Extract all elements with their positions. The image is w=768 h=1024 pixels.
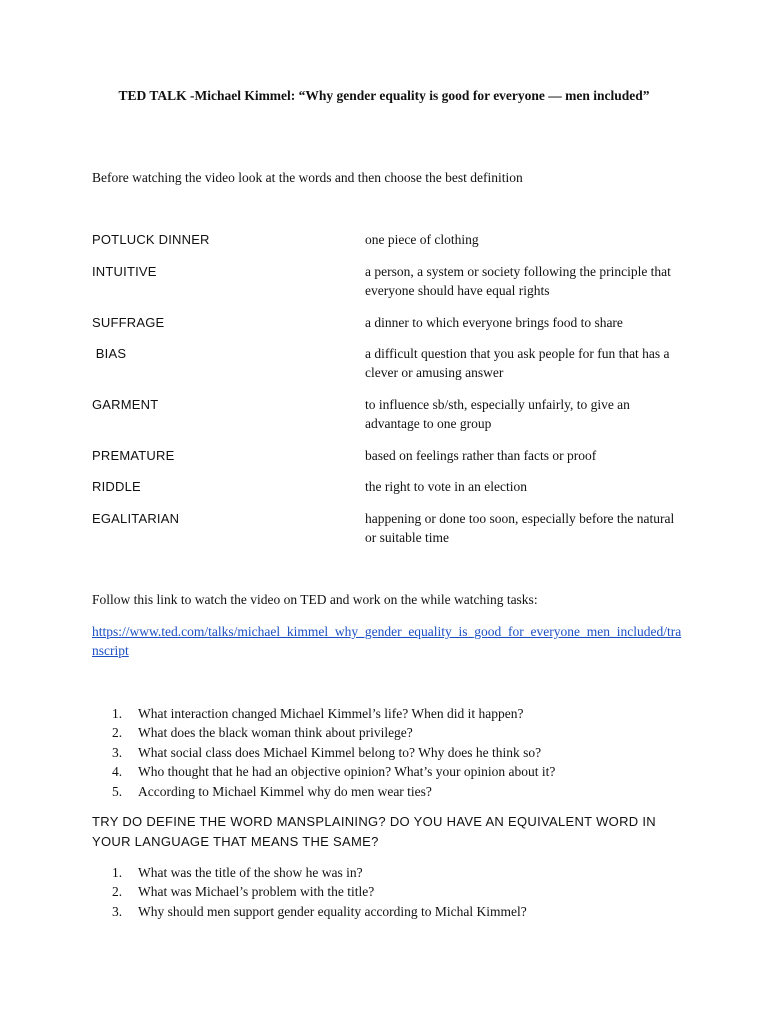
question-text: According to Michael Kimmel why do men wear ties? (138, 783, 432, 799)
vocab-definition: the right to vote in an election (365, 479, 527, 494)
vocab-word: SUFFRAGE (92, 315, 165, 330)
list-item (92, 743, 555, 762)
question-text: Who thought that he had an objective opinion? What’s your opinion about it? (138, 764, 556, 780)
question-number: 3. (112, 903, 123, 919)
question-text: Why should men support gender equality according to Michal Kimmel? (138, 903, 527, 919)
vocab-definition: one piece of clothing (365, 232, 479, 247)
document-title: TED TALK -Michael Kimmel: “Why gender equality is good for everyone — men included” (118, 88, 650, 103)
vocab-definition: happening or done too soon, especially before the natural or suitable time (365, 511, 675, 545)
vocab-word: EGALITARIAN (92, 511, 180, 526)
vocab-word: RIDDLE (92, 479, 141, 494)
vocab-word: INTUITIVE (92, 264, 157, 279)
vocab-word: POTLUCK DINNER (92, 232, 210, 247)
list-item (92, 902, 527, 921)
question-text: What social class does Michael Kimmel belong to? Why does he think so? (138, 744, 542, 760)
vocab-definition: to influence sb/sth, especially unfairly, to give an advantage to one group (365, 397, 630, 431)
question-number: 4. (112, 764, 123, 780)
list-item (92, 882, 527, 901)
question-text: What does the black woman think about privilege? (138, 725, 413, 741)
question-list-2 (92, 863, 527, 921)
list-item (92, 704, 555, 723)
list-item (92, 762, 555, 781)
list-item (92, 782, 555, 801)
vocab-definition: a person, a system or society following the principle that everyone should have equal rights (365, 264, 671, 298)
vocab-word: BIAS (92, 346, 127, 361)
ted-transcript-link[interactable]: https://www.ted.com/talks/michael_kimmel_why_gender_equality_is_good_for_everyone_men_included/transcript (92, 624, 682, 658)
question-number: 5. (112, 783, 123, 799)
question-number: 1. (112, 865, 123, 880)
intro-instruction: Before watching the video look at the words and then choose the best definition (92, 170, 523, 185)
mansplaining-question: TRY DO DEFINE THE WORD MANSPLAINING? DO YOU HAVE AN EQUIVALENT WORD IN YOUR LANGUAGE THAT MEANS THE SAME? (92, 814, 656, 849)
question-number: 3. (112, 744, 123, 760)
vocab-word: PREMATURE (92, 448, 175, 463)
question-list-1 (92, 704, 555, 801)
question-number: 2. (112, 884, 123, 900)
question-number: 2. (112, 725, 123, 741)
question-text: What was Michael’s problem with the title? (138, 884, 375, 900)
list-item (92, 863, 527, 882)
vocab-definition: a dinner to which everyone brings food to share (365, 315, 623, 330)
question-number: 1. (112, 706, 123, 721)
question-text: What interaction changed Michael Kimmel’s life? When did it happen? (138, 706, 524, 721)
list-item (92, 723, 555, 742)
vocab-definition: a difficult question that you ask people for fun that has a clever or amusing answer (365, 346, 670, 380)
question-text: What was the title of the show he was in? (138, 865, 363, 880)
vocab-word: GARMENT (92, 397, 159, 412)
follow-instruction: Follow this link to watch the video on TED and work on the while watching tasks: (92, 592, 538, 607)
vocab-definition: based on feelings rather than facts or proof (365, 448, 597, 463)
